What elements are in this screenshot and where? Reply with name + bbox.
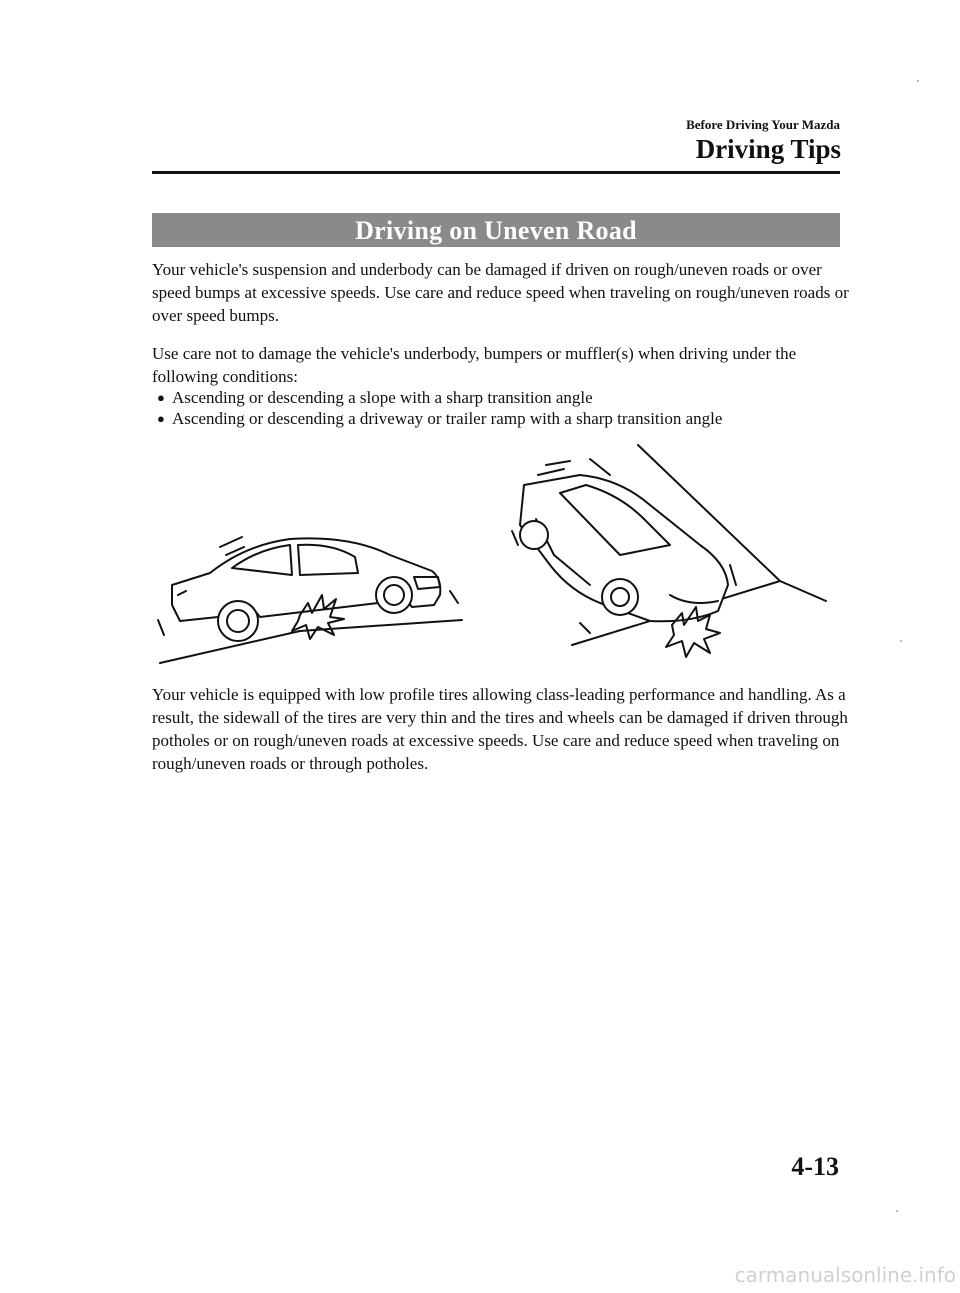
- scan-speck: [896, 1210, 898, 1212]
- page-number: 4-13: [791, 1152, 839, 1181]
- paragraph-conditions: Use care not to damage the vehicle's underbody, bumpers or muffler(s) when driving under the following conditions:: [152, 344, 797, 386]
- list-item-text: Ascending or descending a slope with a sharp transition angle: [172, 388, 593, 407]
- list-item-text: Ascending or descending a driveway or trailer ramp with a sharp transition angle: [172, 409, 723, 428]
- conditions-list: [157, 387, 722, 429]
- section-title-banner: Driving on Uneven Road: [152, 213, 840, 247]
- bullet-icon: ●: [157, 411, 165, 426]
- watermark-text: carmanualsonline.info: [734, 1263, 956, 1287]
- car-slope-illustration: [158, 537, 462, 663]
- car-ramp-illustration: [512, 445, 826, 657]
- paragraph-suspension: Your vehicle's suspension and underbody can be damaged if driven on rough/uneven roads or over speed bumps at excessive speeds. Use care and reduce speed when traveling on rough/uneven roads or over speed bumps.: [152, 260, 849, 325]
- scan-speck: [917, 80, 919, 82]
- header-divider: [152, 171, 840, 174]
- section-label: Driving Tips: [695, 134, 841, 164]
- paragraph-low-profile-tires: Your vehicle is equipped with low profile tires allowing class-leading performance and handling. As a result, the sidewall of the tires are very thin and the tires and wheels can be damaged if driven through potholes or on rough/uneven roads at excessive speeds. Use care and reduce speed when traveling on rough/uneven roads or through potholes.: [152, 685, 848, 773]
- scan-speck: [900, 640, 902, 642]
- chapter-label: Before Driving Your Mazda: [686, 117, 840, 132]
- list-item: [157, 387, 722, 408]
- uneven-road-illustration: [150, 435, 840, 675]
- bullet-icon: ●: [157, 390, 165, 405]
- list-item: [157, 408, 722, 429]
